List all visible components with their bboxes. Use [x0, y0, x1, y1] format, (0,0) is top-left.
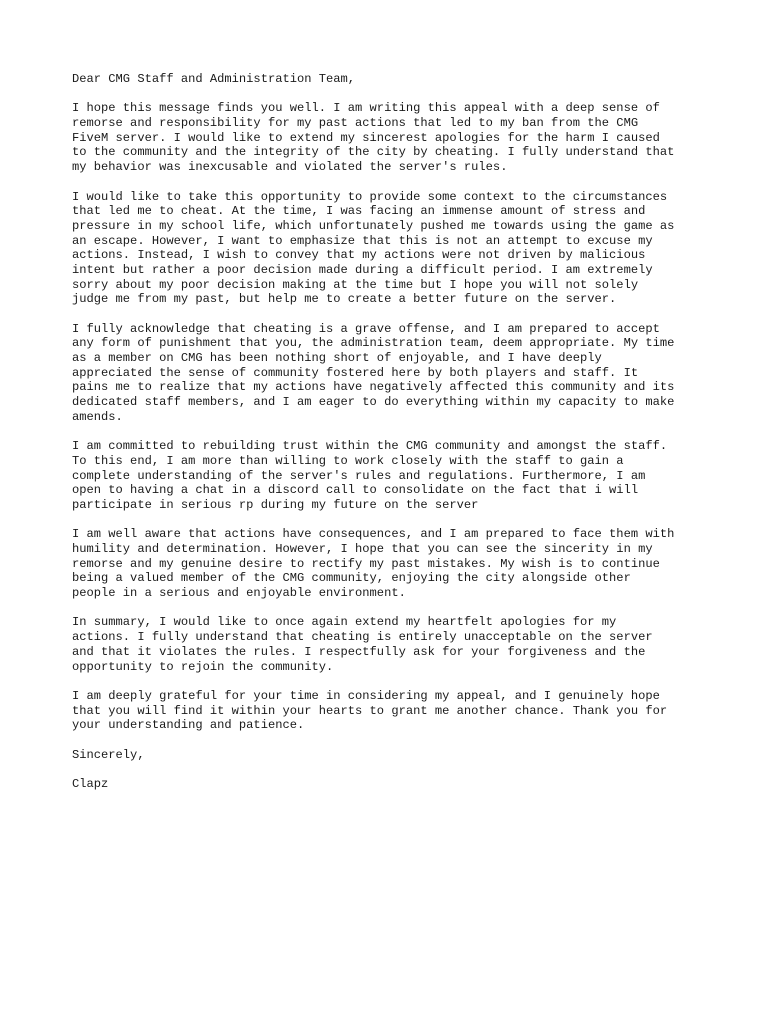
body-paragraph-2 [72, 190, 712, 308]
text-line: actions. Instead, I wish to convey that my actions were not driven by malicious [72, 248, 646, 263]
signature-paragraph [72, 777, 712, 792]
text-line: as a member on CMG has been nothing short of enjoyable, and I have deeply [72, 351, 602, 366]
text-line: judge me from my past, but help me to create a better future on the server. [72, 292, 617, 307]
salutation-paragraph [72, 72, 712, 87]
text-line: complete understanding of the server's rules and regulations. Furthermore, I am [72, 468, 646, 483]
salutation: Dear CMG Staff and Administration Team, [72, 72, 356, 86]
text-line: intent but rather a poor decision made during a difficult period. I am extremely [72, 262, 653, 277]
text-line: amends. [72, 409, 123, 424]
appeal-letter [72, 72, 712, 806]
text-line: an escape. However, I want to emphasize that this is not an attempt to excuse my [72, 233, 653, 248]
text-line: I fully acknowledge that cheating is a grave offense, and I am prepared to accept [72, 321, 660, 336]
text-line: people in a serious and enjoyable environment. [72, 586, 406, 601]
text-line: dedicated staff members, and I am eager to do everything within my capacity to make [72, 395, 675, 410]
body-paragraph-7 [72, 689, 712, 733]
text-line: In summary, I would like to once again extend my heartfelt apologies for my [72, 615, 617, 630]
text-line: your understanding and patience. [72, 718, 305, 733]
text-line: I am committed to rebuilding trust within the CMG community and amongst the staff. [72, 439, 668, 454]
body-paragraph-1 [72, 101, 712, 174]
body-paragraph-4 [72, 439, 712, 512]
text-line: I hope this message finds you well. I am writing this appeal with a deep sense of [72, 101, 660, 116]
text-line: To this end, I am more than willing to work closely with the staff to gain a [72, 453, 624, 468]
text-line: open to having a chat in a discord call to consolidate on the fact that i will [72, 483, 639, 498]
text-line: remorse and my genuine desire to rectify my past mistakes. My wish is to continue [72, 556, 660, 571]
signature: Clapz [72, 777, 109, 791]
text-line: I am well aware that actions have consequences, and I am prepared to face them with [72, 527, 675, 542]
text-line: being a valued member of the CMG community, enjoying the city alongside other [72, 571, 631, 586]
text-line: pains me to realize that my actions have negatively affected this community and its [72, 380, 675, 395]
text-line: opportunity to rejoin the community. [72, 659, 334, 674]
body-paragraph-3 [72, 322, 712, 425]
text-line: and that it violates the rules. I respectfully ask for your forgiveness and the [72, 644, 646, 659]
text-line: sorry about my poor decision making at the time but I hope you will not solely [72, 277, 639, 292]
closing-paragraph [72, 748, 712, 763]
text-line: to the community and the integrity of the city by cheating. I fully understand that [72, 145, 675, 160]
text-line: I would like to take this opportunity to provide some context to the circumstances [72, 189, 668, 204]
body-paragraph-5 [72, 527, 712, 600]
text-line: appreciated the sense of community fostered here by both players and staff. It [72, 365, 639, 380]
text-line: that led me to cheat. At the time, I was facing an immense amount of stress and [72, 204, 646, 219]
text-line: participate in serious rp during my future on the server [72, 497, 479, 512]
text-line: FiveM server. I would like to extend my sincerest apologies for the harm I caused [72, 130, 660, 145]
text-line: actions. I fully understand that cheating is entirely unacceptable on the server [72, 630, 653, 645]
text-line: any form of punishment that you, the administration team, deem appropriate. My time [72, 336, 675, 351]
text-line: that you will find it within your hearts to grant me another chance. Thank you for [72, 703, 668, 718]
text-line: I am deeply grateful for your time in considering my appeal, and I genuinely hope [72, 688, 660, 703]
text-line: my behavior was inexcusable and violated the server's rules. [72, 160, 508, 175]
closing: Sincerely, [72, 747, 145, 762]
text-line: pressure in my school life, which unfortunately pushed me towards using the game as [72, 218, 675, 233]
text-line: remorse and responsibility for my past actions that led to my ban from the CMG [72, 116, 639, 131]
text-line: humility and determination. However, I hope that you can see the sincerity in my [72, 542, 653, 556]
body-paragraph-6 [72, 615, 712, 674]
